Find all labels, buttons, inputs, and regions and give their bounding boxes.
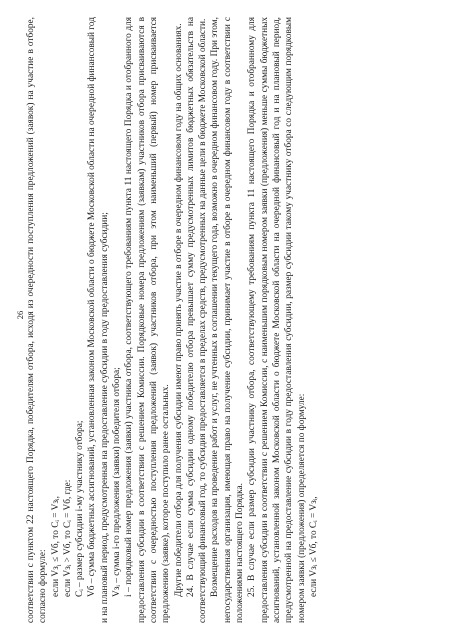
definition-line: Cᵢ – размер субсидии i-му участнику отбора; (75, 420, 86, 597)
definition-paragraph: Vб – сумма бюджетных ассигнований, установленная законом Московской области о бюджете Московской области на очередной финансовый год и на плановый период, предусмотренная на предоставление субсидии в году предоставления субсидии; (87, 17, 110, 623)
paragraph: соответствии с пунктом 22 настоящего Порядка, победителям отбора, исходя из очередности поступления предложений (заявок) на участие в отборе, согласно формуле: (26, 17, 49, 623)
formula-line: если Vзᵢ ≤ Vб, то Cᵢ = Vзᵢ, (308, 496, 319, 597)
formula-line: если $Vз_i$ ≤ Vб, то Cᵢ = Vзᵢ, (50, 496, 63, 597)
paragraph: 24. В случае если сумма субсидии одному победителю отбора превышает сумму предусмотренных лимитов бюджетных обязательств на соответствующий финансовый год, то субсидия предоставляется в пределах средств, предусмотренных на данные цели в бюджете Московской области. (185, 17, 209, 623)
paragraph: 25. В случае если размер субсидии участнику отбора, соответствующему требованиям пункта 11 настоящего Порядка и отобранному для предоставления субсидии в соответствии с решением Комиссии, с наименьшим порядковым номером заявки (предложения) меньше суммы бюджетных ассигнований, установленной законом Московской области о бюджете Московской области на очередной финансовый год и на плановый период, предусмотренной на предоставление субсидии в году предоставления субсидии, размер субсидии такому участнику отбора со следующим порядковым номером заявки (предложения) определяется по формуле: (247, 17, 307, 623)
document-body (25, 17, 320, 623)
page-number: 26 (15, 310, 25, 320)
paragraph: Другие победители отбора для получения субсидии имеют право принять участие в отборе в очередном финансовом году на общих основаниях. (173, 23, 184, 597)
definition-line: Vзᵢ – сумма i-го предложения (заявки) победителя отбора; (112, 367, 123, 597)
paragraph: Возмещение расходов на проведение работ и услуг, не учтенных в соглашении текущего года, возможно в очередном финансовом году. При этом, негосударственная организация, имеющая право на получение субсидии, принимает участие в отборе в очередном финансовом году в соответствии с положениями настоящего Порядка. (210, 17, 246, 623)
paragraph: i – порядковый номер предложения (заявки) участника отбора, соответствующего требованиям пункта 11 настоящего Порядка и отобранного для предоставления субсидии в соответствии с решением Комиссии. Порядковые номера предложениям (заявкам) участников отбора присваиваются в соответствии с очередностью поступления предложений (заявок) участников отбора, при этом наименьший (первый) номер присваивается предложению (заявке), которое поступило ранее остальных. (124, 17, 172, 623)
formula-line: если Vзᵢ > Vб, то Cᵢ = Vб, где: (62, 479, 73, 597)
